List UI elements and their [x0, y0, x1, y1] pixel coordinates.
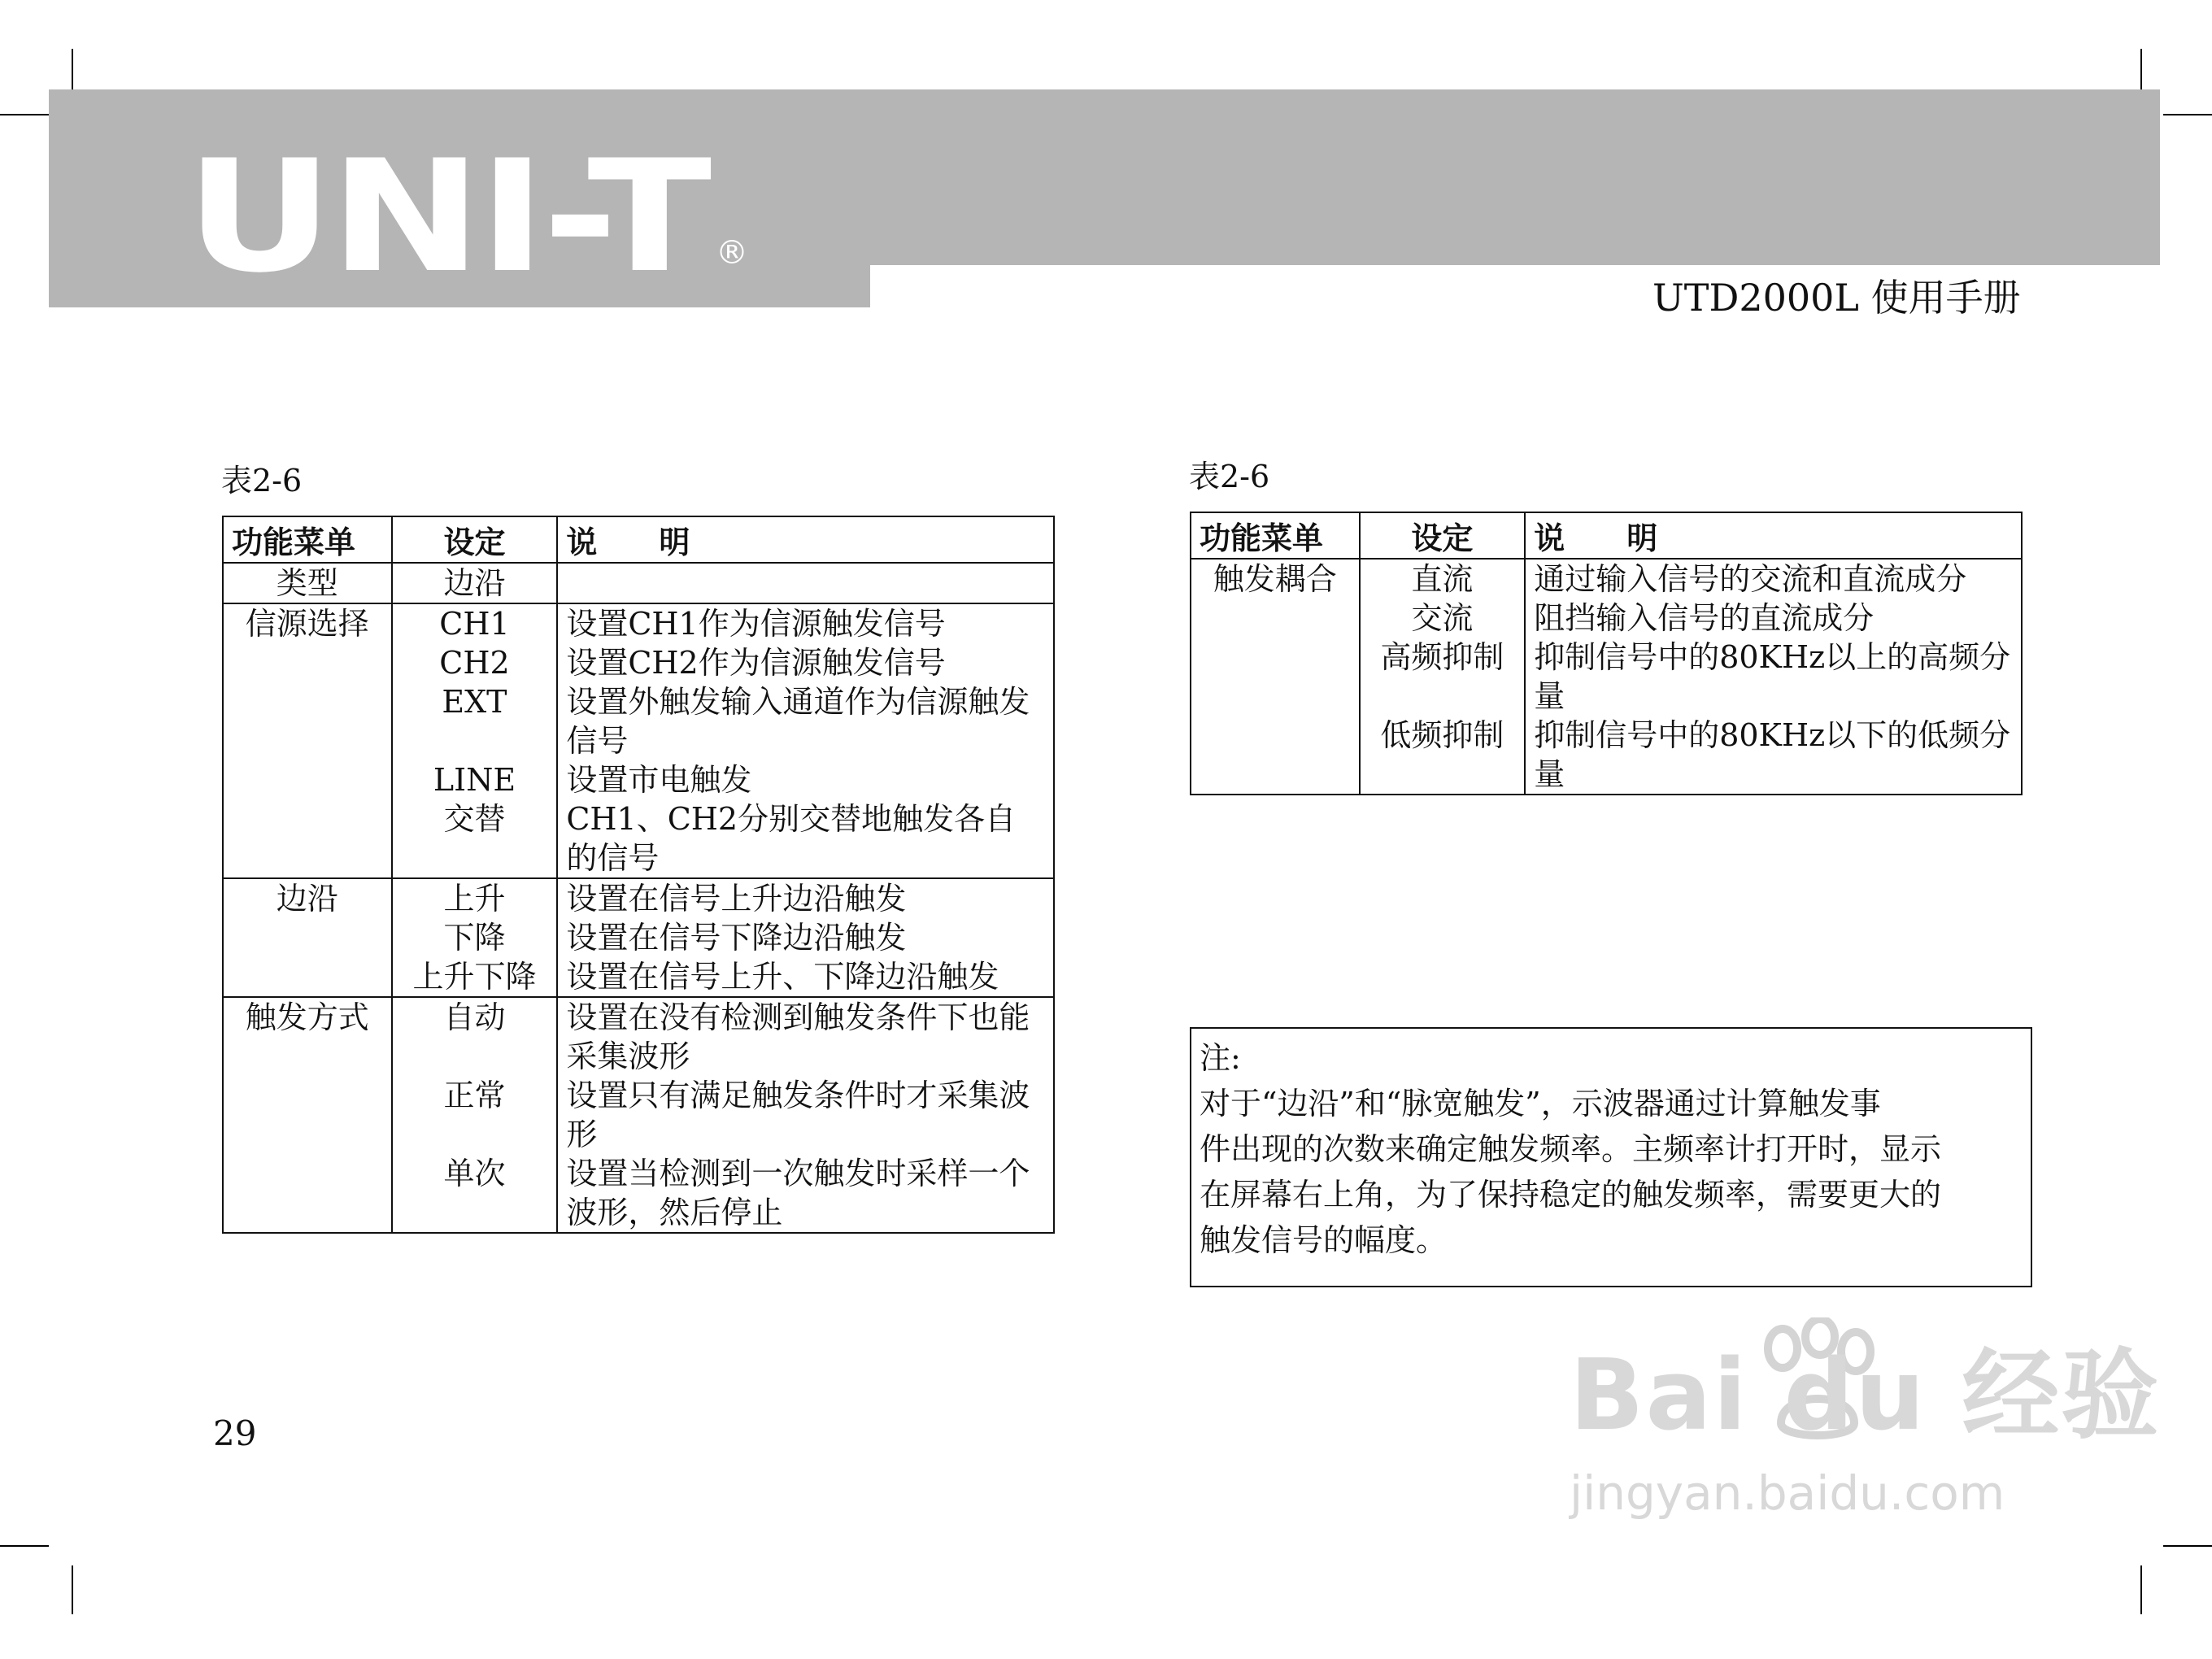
note-line: 触发信号的幅度。 — [1200, 1222, 1448, 1258]
setting-value: CH1 — [439, 606, 510, 642]
setting-value: 下降 — [443, 920, 506, 956]
description-text — [566, 564, 1045, 603]
menu-label: 触发方式 — [245, 999, 369, 1035]
header-menu: 功能菜单 — [223, 516, 392, 563]
setting-value: LINE — [433, 762, 516, 798]
setting-value: 上升 — [443, 881, 506, 917]
setting-value: 高频抑制 — [1380, 639, 1504, 675]
setting-value: 上升下降 — [412, 959, 537, 995]
setting-value: 边沿 — [443, 565, 506, 601]
description-text: 设置在信号上升、下降边沿触发 — [566, 959, 999, 995]
description-text: 设置CH1作为信源触发信号 — [566, 606, 946, 642]
description-cell — [557, 997, 1054, 1233]
crop-mark — [72, 1565, 73, 1614]
setting-value: CH2 — [439, 645, 510, 681]
menu-label: 边沿 — [276, 881, 338, 917]
left-table-caption: 表2-6 — [221, 463, 303, 499]
description-cell — [557, 603, 1054, 878]
watermark-main: Bai du 经验 — [1570, 1339, 2161, 1452]
watermark-url: jingyan.baidu.com — [1570, 1465, 2005, 1521]
menu-label: 类型 — [276, 565, 338, 601]
table-row — [1191, 559, 2022, 795]
crop-mark — [2140, 1565, 2142, 1614]
description-text: 设置只有满足触发条件时才采集波形 — [566, 1078, 1030, 1152]
crop-mark — [72, 49, 73, 94]
note-box — [1190, 1027, 2032, 1287]
description-text: 设置在信号上升边沿触发 — [566, 881, 907, 917]
setting-value: 单次 — [443, 1156, 506, 1191]
description-cell — [557, 563, 1054, 603]
description-text: 设置当检测到一次触发时采样一个波形，然后停止 — [566, 1156, 1030, 1230]
page-number: 29 — [213, 1413, 257, 1453]
description-text: 设置在信号下降边沿触发 — [566, 920, 907, 956]
description-text: 设置CH2作为信源触发信号 — [566, 645, 946, 681]
setting-value: 自动 — [443, 999, 506, 1035]
menu-label: 信源选择 — [245, 606, 369, 642]
setting-cell — [392, 563, 558, 603]
crop-mark — [0, 1545, 49, 1547]
header-description: 说 明 — [1525, 512, 2022, 559]
header-setting: 设定 — [1360, 512, 1526, 559]
brand-logo: UNI-T — [185, 127, 708, 307]
right-table-caption: 表2-6 — [1189, 459, 1270, 494]
description-text: 设置外触发输入通道作为信源触发信号 — [566, 684, 1030, 759]
setting-cell — [392, 878, 558, 997]
description-text: 阻挡输入信号的直流成分 — [1534, 600, 1875, 636]
right-spec-table — [1190, 512, 2023, 795]
header-menu: 功能菜单 — [1191, 512, 1360, 559]
description-text: 通过输入信号的交流和直流成分 — [1534, 561, 1967, 597]
description-cell — [557, 878, 1054, 997]
setting-cell — [392, 997, 558, 1233]
crop-mark — [2163, 114, 2212, 115]
menu-cell — [1191, 559, 1360, 795]
setting-cell — [1360, 559, 1526, 795]
crop-mark — [2140, 49, 2142, 94]
menu-cell — [223, 997, 392, 1233]
setting-value: 交流 — [1411, 600, 1474, 636]
description-text: 抑制信号中的80KHz以上的高频分量 — [1534, 639, 2011, 714]
table-row — [223, 997, 1054, 1233]
menu-cell — [223, 878, 392, 997]
note-line: 在屏幕右上角，为了保持稳定的触发频率，需要更大的 — [1200, 1177, 1942, 1213]
description-text: 设置在没有检测到触发条件下也能采集波形 — [566, 999, 1030, 1074]
crop-mark — [0, 114, 49, 115]
note-label: 注: — [1200, 1040, 1241, 1076]
menu-cell — [223, 603, 392, 878]
menu-cell — [223, 563, 392, 603]
table-row — [223, 603, 1054, 878]
note-line: 对于“边沿”和“脉宽触发”，示波器通过计算触发事 — [1200, 1086, 1881, 1121]
description-text: 抑制信号中的80KHz以下的低频分量 — [1534, 717, 2011, 792]
setting-value: 直流 — [1411, 561, 1474, 597]
setting-value: 正常 — [443, 1078, 506, 1113]
manual-title: UTD2000L 使用手册 — [1652, 276, 2021, 320]
menu-label: 触发耦合 — [1213, 561, 1337, 597]
table-row — [223, 878, 1054, 997]
description-cell — [1525, 559, 2022, 795]
note-line: 件出现的次数来确定触发频率。主频率计打开时，显示 — [1200, 1131, 1942, 1167]
setting-value: EXT — [442, 684, 507, 720]
setting-value: 低频抑制 — [1380, 717, 1504, 753]
description-text: 设置市电触发 — [566, 762, 752, 798]
table-row — [223, 563, 1054, 603]
header-setting: 设定 — [392, 516, 558, 563]
registered-mark: ® — [716, 234, 748, 272]
watermark — [1570, 1317, 2160, 1521]
setting-cell — [392, 603, 558, 878]
left-spec-table — [222, 516, 1055, 1234]
crop-mark — [2163, 1545, 2212, 1547]
header-description: 说 明 — [557, 516, 1054, 563]
description-text: CH1、CH2分别交替地触发各自的信号 — [566, 801, 1017, 876]
setting-value: 交替 — [443, 801, 506, 837]
